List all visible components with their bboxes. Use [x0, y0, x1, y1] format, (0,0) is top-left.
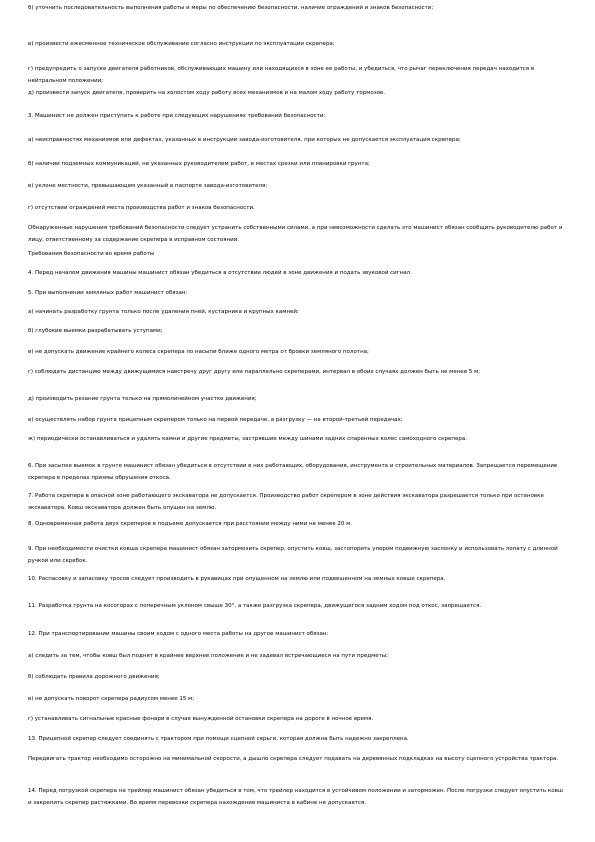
paragraph: 8. Одновременная работа двух скреперов в подъеме допускается при расстоянии между ними не менее 20 м.	[28, 521, 352, 527]
paragraph: а) неисправностях механизмов или дефектах, указанных в инструкции завода-изготовителя, при которых не допускается эксплуатация скрепера;	[28, 137, 461, 143]
paragraph: в) не допускать движение крайнего колеса скрепера по насыпи ближе одного метра от бровки земляного полотна;	[28, 349, 369, 355]
paragraph: б) наличии подземных коммуникаций, не указанных руководителем работ, в местах срезки или планировки грунта;	[28, 161, 370, 167]
paragraph: 6. При засыпке выемок в грунте машинист обязан убедиться в отсутствии в них работающих, оборудования, инструмента и строительных материалов. Запрещается перемещение скрепера в пределах призмы обрушения откоса.	[28, 463, 558, 481]
paragraph: в) уклоне местности, превышающем указанный в паспорте завода-изготовителя;	[28, 183, 268, 189]
paragraph: 13. Прицепной скрепер следует соединять с трактором при помощи сцепной серьги, которая должна быть надежно закреплена.	[28, 736, 409, 742]
paragraph: г) устанавливать сигнальные красные фонари в случае вынужденной остановки скрепера на дороге в ночное время.	[28, 716, 374, 722]
paragraph: б) уточнить последовательность выполнения работы и меры по обеспечению безопасности, наличие ограждений и знаков безопасности;	[28, 5, 434, 11]
paragraph: д) производить резание грунта только на прямолинейном участке движения;	[28, 396, 257, 402]
paragraph: Передвигать трактор необходимо осторожно на минимальной скорости, а дышло скрепера следует подавать на деревянных подкладках на высоту сцепного устройства трактора.	[28, 756, 559, 762]
paragraph: 9. При необходимости очистки ковша скрепера машинист обязан затормозить скрепер, опустить ковш, застопорить упором подвижную заслонку и использовать лопату с длинной ручкой или скребок.	[28, 546, 558, 564]
paragraph: г) предупредить о запуске двигателя работников, обслуживающих машину или находящихся в зоне ее работы, и убедиться, что рычаг переключения передач находится в нейтральном положении;	[28, 66, 535, 84]
paragraph: б) соблюдать правила дорожного движения;	[28, 674, 160, 680]
paragraph: 3. Машинист не должен приступать к работе при следующих нарушениях требований безопасности:	[28, 113, 326, 119]
paragraph: г) соблюдать дистанцию между движущимися навстречу друг другу или параллельно скреперами, интервал в обоих случаях должен быть не менее 5 м;	[28, 369, 481, 375]
paragraph: 7. Работа скрепера в опасной зоне работающего экскаватора не допускается. Производство работ скрепером в зоне действия экскаватора разрешается только при остановке экскаватора. Ковш экскаватора должен быть опущен на землю.	[28, 493, 544, 511]
paragraph: 11. Разработка грунта на косогорах с поперечным уклоном свыше 30°, а также разгрузка скрепера, движущегося задним ходом под откос, запрещается.	[28, 603, 482, 609]
paragraph: 5. При выполнении земляных работ машинист обязан:	[28, 290, 188, 296]
paragraph: в) произвести ежесменное техническое обслуживание согласно инструкции по эксплуатации скрепера;	[28, 41, 335, 47]
paragraph: а) следить за тем, чтобы ковш был поднят в крайнее верхнее положение и не задевал встречающиеся на пути предметы;	[28, 653, 389, 659]
paragraph: 10. Распасовку и запасовку тросов следует производить в рукавицах при опущенном на землю или подвешенном на земных ковше скрепера.	[28, 576, 446, 582]
paragraph: ж) периодически останавливаться и удалять камни и другие предметы, застрявшие между шинами задних спаренных колес самоходного скрепера.	[28, 436, 467, 442]
paragraph: д) произвести запуск двигателя, проверить на холостом ходу работу всех механизмов и на малом ходу работу тормозов.	[28, 90, 385, 96]
document-page	[28, 0, 568, 842]
paragraph: г) отсутствии ограждений места производства работ и знаков безопасности.	[28, 205, 255, 211]
paragraph: Обнаруженные нарушения требований безопасности следует устранить собственными силами, а при невозможности сделать это машинист обязан сообщить руководителю работ и лицу, ответственному за содержание скрепера в исправном состоянии.	[28, 225, 563, 243]
paragraph: 14. Перед погрузкой скрепера на трейлер машинист обязан убедиться в том, что трейлер находится в устойчивом положении и заторможен. После погрузки следует опустить ковш и закрепить скрепер растяжками. Во время перевозки скрепера нахождение машиниста в кабине не допускается.	[28, 788, 563, 806]
section-heading: Требования безопасности во время работы	[28, 251, 155, 257]
paragraph: а) начинать разработку грунта только после удаления пней, кустарника и крупных камней;	[28, 309, 299, 315]
paragraph: б) глубокие выемки разрабатывать уступами;	[28, 328, 163, 334]
paragraph: е) осуществлять набор грунта прицепным скрепером только на первой передаче, а разгрузку — на второй-третьей передачах;	[28, 417, 403, 423]
paragraph: 12. При транспортировании машины своим ходом с одного места работы на другое машинист обязан:	[28, 631, 329, 637]
paragraph: 4. Перед началом движения машины машинист обязан убедиться в отсутствии людей в зоне движения и подать звуковой сигнал.	[28, 270, 412, 276]
paragraph: в) не допускать поворот скрепера радиусом менее 15 м;	[28, 696, 195, 702]
